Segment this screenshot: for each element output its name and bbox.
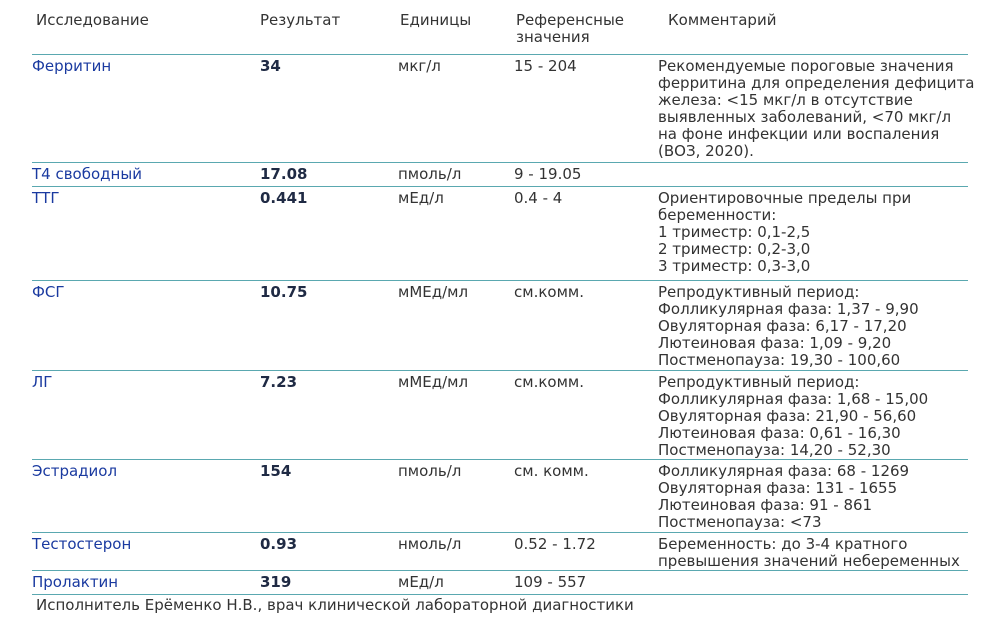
table-row — [32, 532, 968, 570]
header-reference — [516, 12, 624, 46]
comment-line: Овуляторная фаза: 131 - 1655 — [658, 479, 898, 497]
result-units: пмоль/л — [398, 462, 462, 480]
comment-line: 2 триместр: 0,2-3,0 — [658, 240, 811, 258]
header-reference-line-2: значения — [516, 28, 590, 46]
analyte-name: Эстрадиол — [32, 462, 118, 480]
comment-cell — [658, 374, 970, 459]
result-units: мМЕд/мл — [398, 373, 469, 391]
reference-range: см.комм. — [514, 373, 584, 391]
result-units: нмоль/л — [398, 535, 462, 553]
comment-cell — [658, 57, 975, 160]
reference-range: 15 - 204 — [514, 57, 577, 75]
comment-line: Лютеиновая фаза: 0,61 - 16,30 — [658, 424, 901, 442]
comment-line: Фолликулярная фаза: 68 - 1269 — [658, 462, 910, 480]
comment-line: Постменопауза: 19,30 - 100,60 — [658, 351, 901, 369]
result-value: 154 — [260, 462, 292, 480]
reference-range: см. комм. — [514, 462, 589, 480]
comment-line: ферритина для определения дефицита — [658, 74, 975, 92]
header-name: Исследование — [36, 11, 149, 29]
header-reference-line-1: Референсные — [516, 11, 625, 29]
analyte-name: Ферритин — [32, 57, 112, 75]
analyte-name: ФСГ — [32, 283, 65, 301]
comment-line: железа: <15 мкг/л в отсутствие — [658, 91, 913, 109]
comment-line: на фоне инфекции или воспаления — [658, 125, 940, 143]
result-units: мЕд/л — [398, 573, 444, 591]
result-units: мМЕд/мл — [398, 283, 469, 301]
result-value: 34 — [260, 57, 281, 75]
result-value: 0.93 — [260, 535, 298, 553]
analyte-name: Т4 свободный — [32, 165, 142, 183]
comment-line: Постменопауза: <73 — [658, 513, 822, 531]
comment-line: Лютеиновая фаза: 91 - 861 — [658, 496, 873, 514]
reference-range: 0.4 - 4 — [514, 189, 563, 207]
comment-line: (ВОЗ, 2020). — [658, 142, 754, 160]
table-row — [32, 54, 975, 160]
comment-line: Репродуктивный период: — [658, 283, 860, 301]
reference-range: 109 - 557 — [514, 573, 587, 591]
analyte-name: Пролактин — [32, 573, 119, 591]
comment-line: Лютеиновая фаза: 1,09 - 9,20 — [658, 334, 892, 352]
result-value: 0.441 — [260, 189, 308, 207]
comment-cell — [658, 284, 970, 369]
comment-line: Фолликулярная фаза: 1,37 - 9,90 — [658, 300, 919, 318]
result-value: 10.75 — [260, 283, 308, 301]
comment-line: Постменопауза: 14,20 - 52,30 — [658, 441, 891, 459]
table-row — [32, 370, 968, 459]
table-bottom-rule — [32, 594, 968, 595]
header-result: Результат — [260, 11, 341, 29]
table-row — [32, 280, 968, 369]
reference-range: см.комм. — [514, 283, 584, 301]
table-row — [32, 186, 968, 275]
comment-line: Овуляторная фаза: 21,90 - 56,60 — [658, 407, 917, 425]
comment-line: превышения значений небеременных — [658, 552, 960, 570]
comment-cell — [658, 536, 970, 570]
comment-cell — [658, 463, 970, 531]
result-units: мЕд/л — [398, 189, 444, 207]
analyte-name: ТТГ — [32, 189, 60, 207]
comment-line: 3 триместр: 0,3-3,0 — [658, 257, 811, 275]
comment-line: беременности: — [658, 206, 777, 224]
result-value: 17.08 — [260, 165, 308, 183]
comment-cell — [658, 190, 970, 275]
header-units: Единицы — [400, 11, 472, 29]
header-comment: Комментарий — [668, 11, 777, 29]
analyte-name: Тестостерон — [32, 535, 132, 553]
table-row — [32, 570, 968, 591]
comment-line: Рекомендуемые пороговые значения — [658, 57, 954, 75]
result-units: мкг/л — [398, 57, 441, 75]
performer-signature-line: Исполнитель Ерёменко Н.В., врач клинической лабораторной диагностики — [36, 596, 634, 614]
comment-line: Ориентировочные пределы при — [658, 189, 912, 207]
comment-line: Беременность: до 3-4 кратного — [658, 535, 908, 553]
result-value: 319 — [260, 573, 292, 591]
reference-range: 0.52 - 1.72 — [514, 535, 596, 553]
comment-line: Репродуктивный период: — [658, 373, 860, 391]
comment-line: выявленных заболеваний, <70 мкг/л — [658, 108, 952, 126]
table-row — [32, 459, 968, 531]
comment-line: Фолликулярная фаза: 1,68 - 15,00 — [658, 390, 929, 408]
analyte-name: ЛГ — [32, 373, 53, 391]
comment-line: Овуляторная фаза: 6,17 - 17,20 — [658, 317, 907, 335]
result-value: 7.23 — [260, 373, 298, 391]
comment-line: 1 триместр: 0,1-2,5 — [658, 223, 811, 241]
table-row — [32, 162, 968, 183]
result-units: пмоль/л — [398, 165, 462, 183]
reference-range: 9 - 19.05 — [514, 165, 582, 183]
